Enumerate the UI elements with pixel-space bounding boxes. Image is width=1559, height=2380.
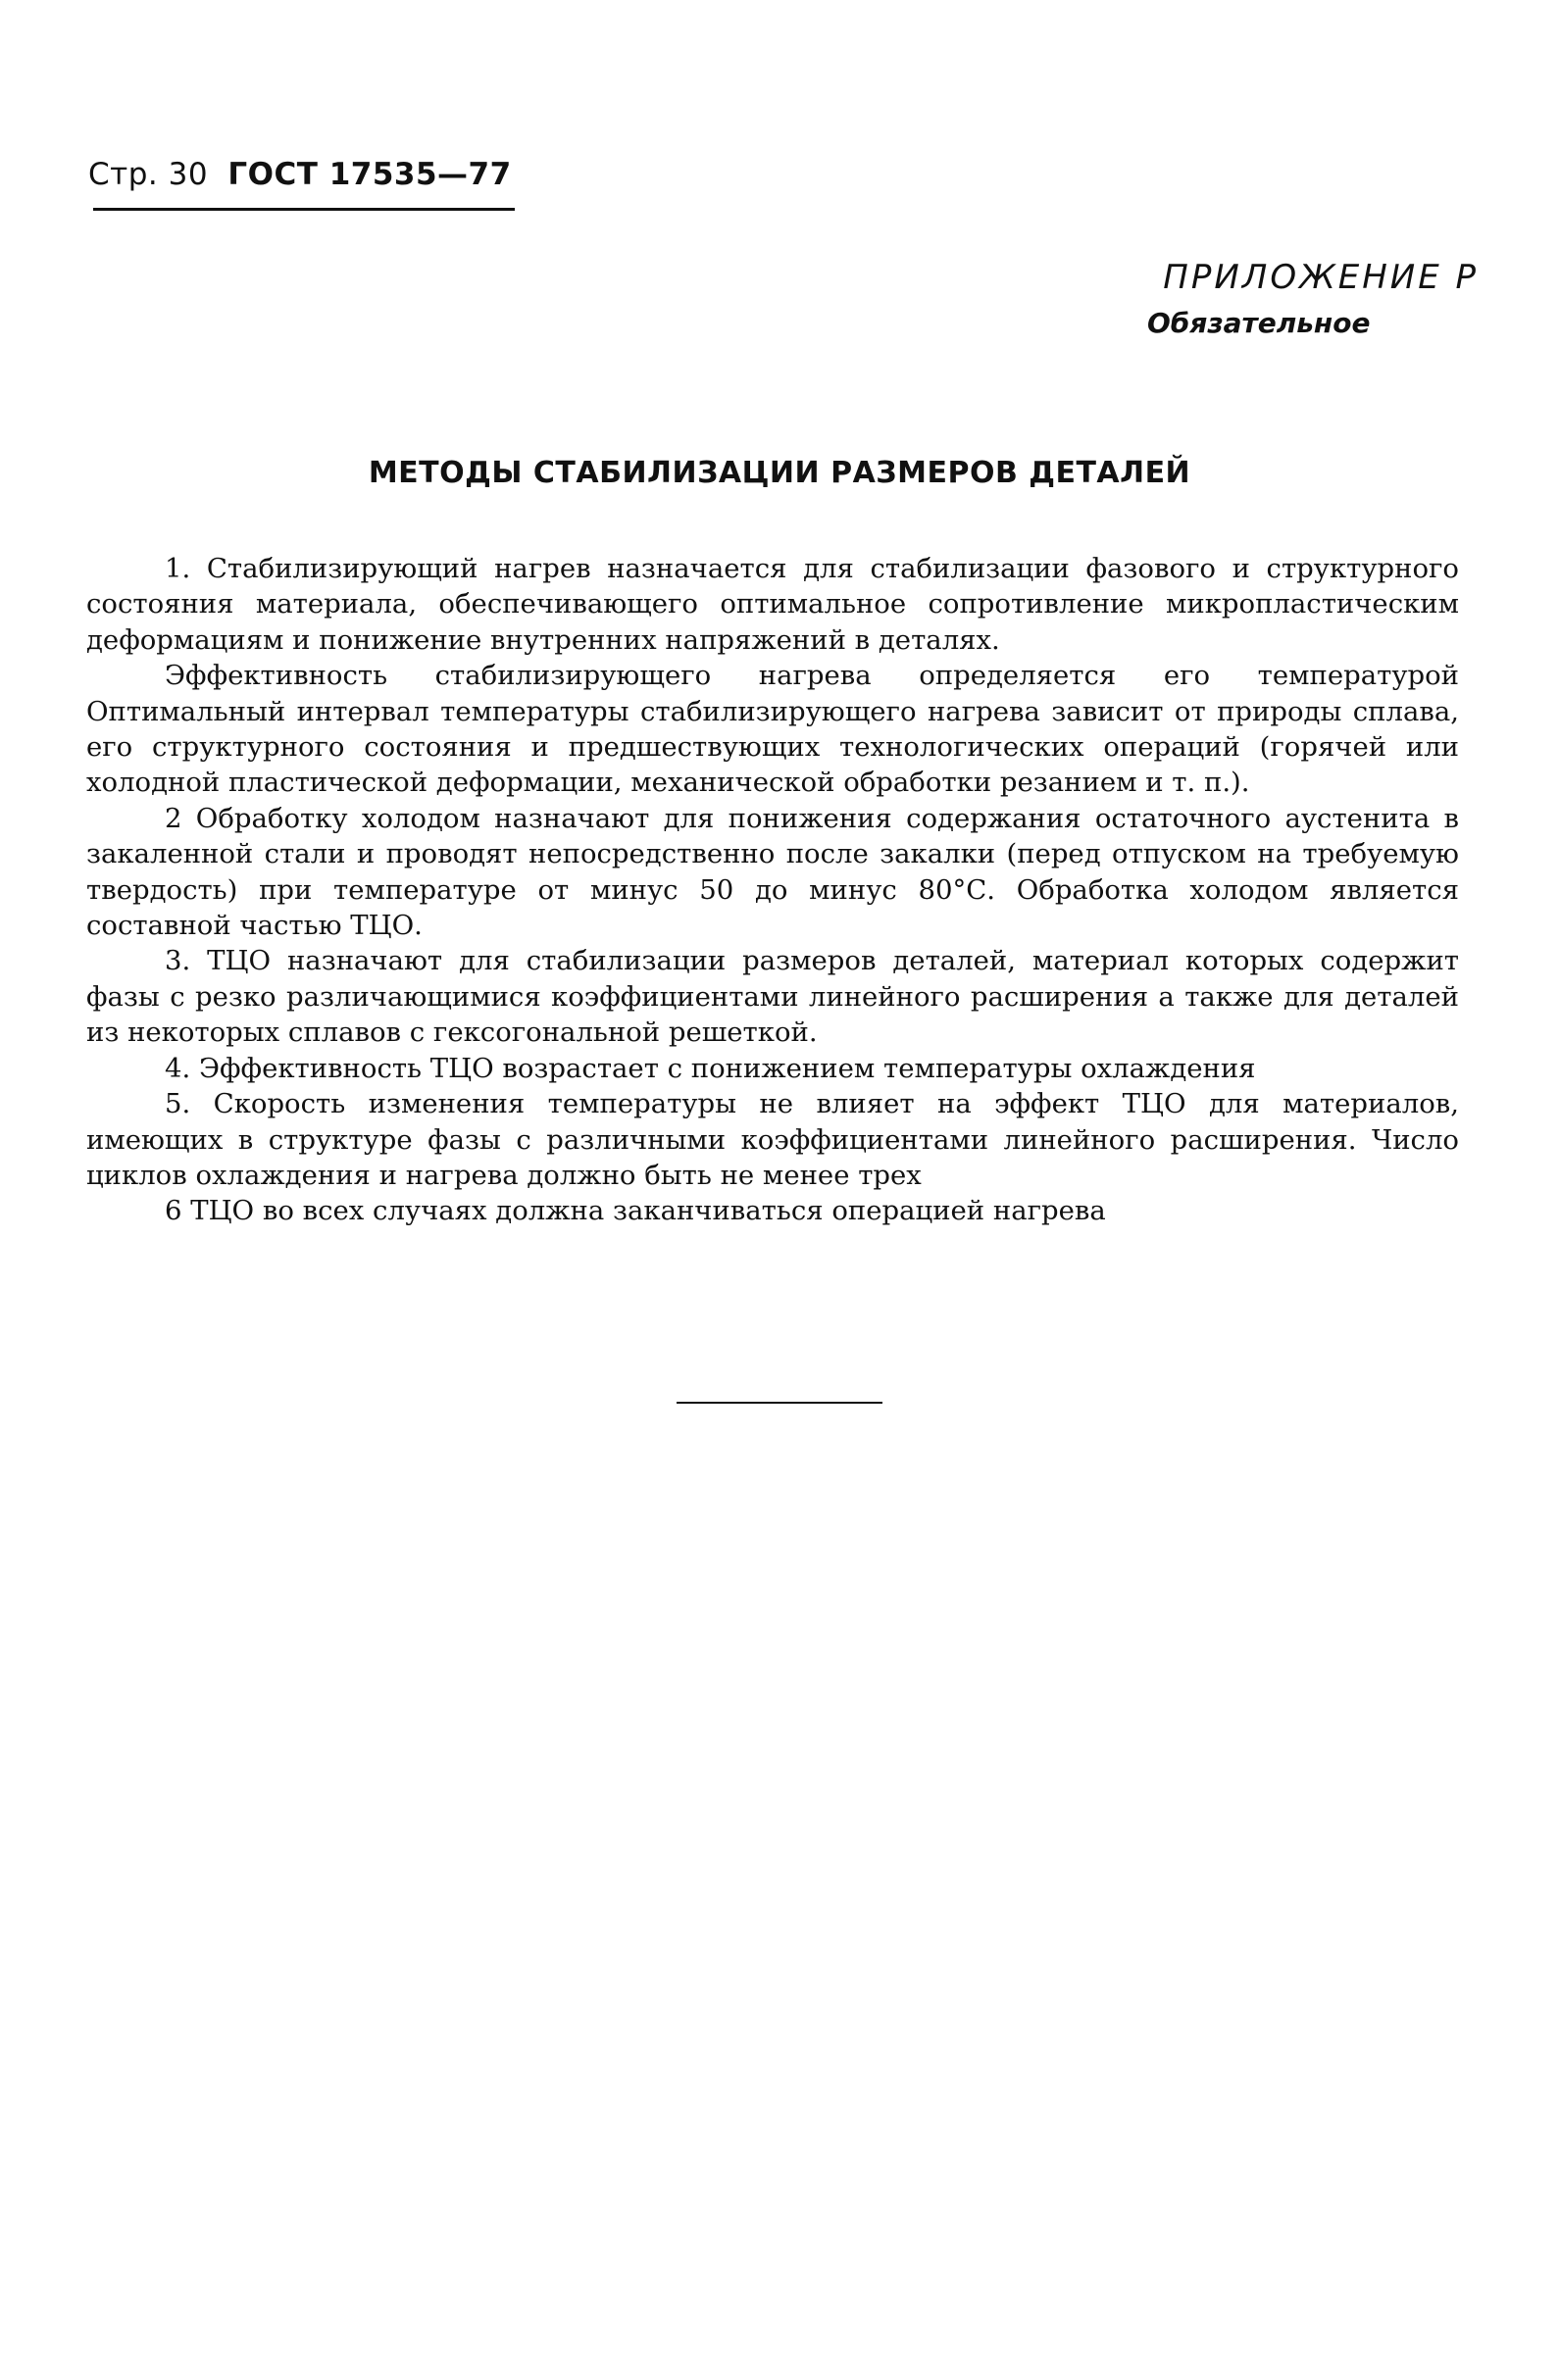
standard-code: ГОСТ 17535—77 [227, 157, 512, 192]
appendix-title: ПРИЛОЖЕНИЕ Р [1163, 258, 1479, 297]
running-header [88, 157, 512, 192]
document-body [86, 551, 1459, 1229]
paragraph-3: 3. ТЦО назначают для стабилизации размеров деталей, материал которых содержит фазы с резко различающимися коэффициентами линейного расширения а также для деталей из некоторых сплавов с гексогональной решеткой. [86, 945, 1459, 1049]
header-divider [93, 208, 515, 211]
paragraph-1: 1. Стабилизирующий нагрев назначается для стабилизации фазового и структурного состояния материала, обеспечивающего оптимальное сопротивление микропластическим деформациям и понижение внутренних напряжений в деталях. [86, 553, 1459, 656]
document-title: МЕТОДЫ СТАБИЛИЗАЦИИ РАЗМЕРОВ ДЕТАЛЕЙ [368, 456, 1191, 490]
appendix-status: Обязательное [1147, 307, 1371, 339]
paragraph-2: 2 Обработку холодом назначают для понижения содержания остаточного аустенита в закаленной стали и проводят непосредственно после закалки (перед отпуском на требуемую твердость) при температуре от минус 50 до минус 80°С. Обработка холодом является составной частью ТЦО. [86, 802, 1459, 942]
paragraph-4: 4. Эффективность ТЦО возрастает с понижением температуры охлаждения [165, 1052, 1256, 1084]
appendix-block [1086, 258, 1479, 339]
paragraph-1-continued: Эффективность стабилизирующего нагрева определяется его температурой Оптимальный интервал температуры стабилизирующего нагрева зависит от природы сплава, его структурного состояния и предшествующих технологических операций (горячей или холодной пластической деформации, механической обработки резанием и т. п.). [86, 660, 1459, 799]
end-of-text-divider [677, 1402, 882, 1404]
paragraph-5: 5. Скорость изменения температуры не влияет на эффект ТЦО для материалов, имеющих в структуре фазы с различными коэффициентами линейного расширения. Число циклов охлаждения и нагрева должно быть не менее трех [86, 1088, 1459, 1191]
paragraph-6: 6 ТЦО во всех случаях должна заканчиваться операцией нагрева [165, 1195, 1106, 1227]
page-number-label: Стр. 30 [88, 157, 209, 192]
